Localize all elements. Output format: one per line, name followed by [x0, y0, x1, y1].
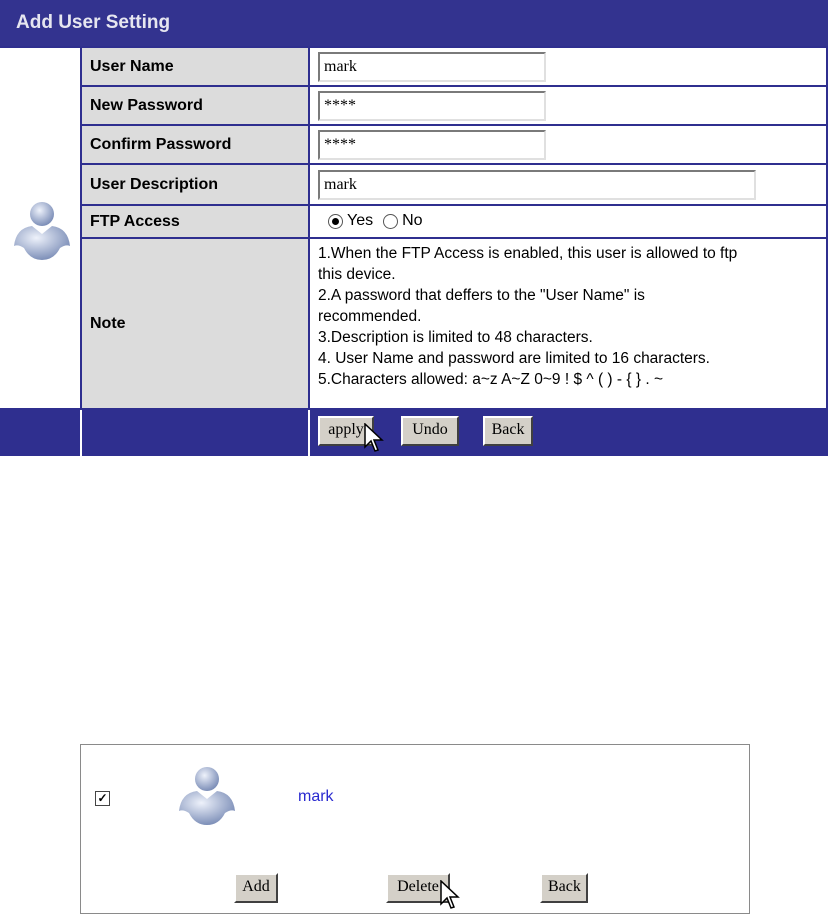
note-line: this device. — [318, 266, 396, 283]
add-user-panel — [0, 0, 828, 456]
ftp-access-cell — [310, 206, 826, 237]
note-line: recommended. — [318, 308, 422, 325]
list-back-button[interactable]: Back — [540, 873, 588, 903]
confirm-password-label: Confirm Password — [82, 126, 308, 163]
confirm-password-input[interactable]: **** — [318, 130, 546, 160]
note-line: 4. User Name and password are limited to 16 characters. — [318, 350, 710, 367]
user-avatar-icon — [175, 765, 239, 827]
new-password-label: New Password — [82, 87, 308, 124]
note-text — [318, 243, 822, 390]
ftp-access-label: FTP Access — [82, 206, 308, 237]
user-name-link[interactable]: mark — [298, 788, 334, 805]
delete-button[interactable]: Delete — [386, 873, 450, 903]
note-line: 1.When the FTP Access is enabled, this user is allowed to ftp — [318, 245, 738, 262]
user-avatar-icon — [10, 200, 74, 262]
user-description-label: User Description — [82, 165, 308, 204]
new-password-input[interactable]: **** — [318, 91, 546, 121]
ftp-access-radio-group — [328, 212, 423, 230]
add-button[interactable]: Add — [234, 873, 278, 903]
note-label: Note — [82, 239, 308, 408]
panel-title: Add User Setting — [0, 0, 828, 46]
user-description-input[interactable]: mark — [318, 170, 756, 200]
user-description-cell — [310, 165, 826, 204]
note-line: 3.Description is limited to 48 characters. — [318, 329, 593, 346]
user-checkbox[interactable]: ✓ — [95, 791, 110, 806]
new-password-cell — [310, 87, 826, 124]
user-name-cell — [310, 48, 826, 85]
note-cell — [310, 239, 826, 408]
user-list-panel — [80, 744, 750, 914]
apply-button[interactable]: apply — [318, 416, 374, 446]
note-line: 2.A password that deffers to the "User Name" is — [318, 287, 645, 304]
ftp-yes-label: Yes — [347, 212, 374, 229]
back-button[interactable]: Back — [483, 416, 533, 446]
mouse-cursor-icon — [440, 880, 460, 914]
ftp-no-radio[interactable] — [383, 214, 398, 229]
user-name-input[interactable]: mark — [318, 52, 546, 82]
avatar-cell — [0, 48, 80, 408]
note-line: 5.Characters allowed: a~z A~Z 0~9 ! $ ^ ( ) - { } . ~ — [318, 371, 664, 388]
user-name-label: User Name — [82, 48, 308, 85]
form-button-bar — [0, 410, 828, 456]
undo-button[interactable]: Undo — [401, 416, 459, 446]
confirm-password-cell — [310, 126, 826, 163]
mouse-cursor-icon — [364, 423, 384, 457]
ftp-yes-radio[interactable] — [328, 214, 343, 229]
ftp-no-label: No — [402, 212, 423, 229]
